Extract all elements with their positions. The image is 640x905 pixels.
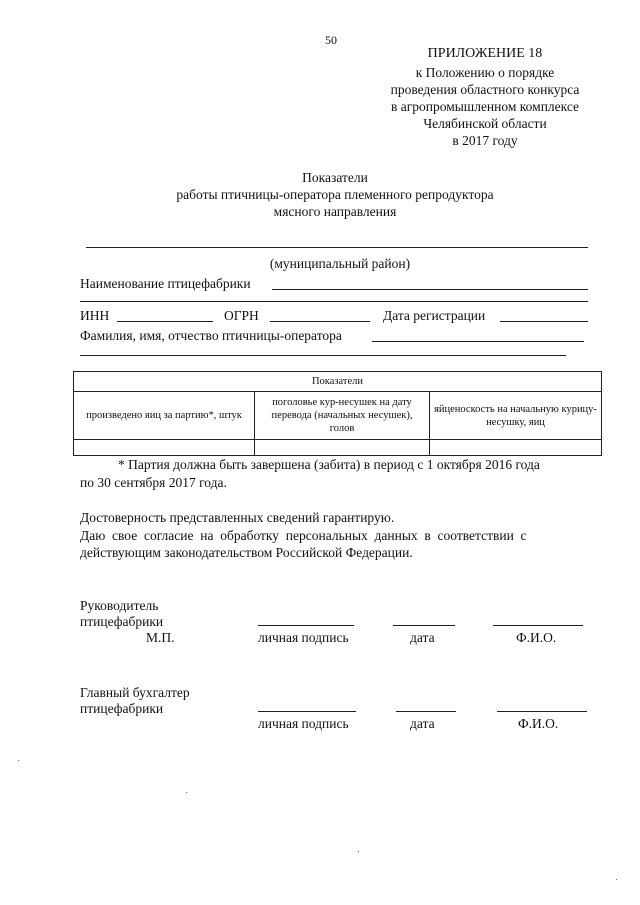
head-signature-line (258, 625, 354, 626)
indicators-table (73, 371, 602, 456)
operator-name-field-continuation (80, 355, 566, 356)
accountant-name-caption: Ф.И.О. (518, 716, 559, 731)
appendix-title: ПРИЛОЖЕНИЕ 18 (427, 46, 543, 61)
footnote-line-1: * Партия должна быть завершена (забита) в период с 1 октября 2016 года (118, 457, 540, 472)
stamp-placeholder: М.П. (146, 630, 175, 645)
heading-line-3: мясного направления (273, 204, 397, 219)
consent-statement-line-1: Даю свое согласие на обработку персональных данных в соответствии с (80, 528, 527, 543)
head-date-caption: дата (410, 630, 435, 645)
page-number: 50 (325, 33, 337, 47)
accountant-title-line-1: Главный бухгалтер (80, 685, 190, 700)
table-header-eggs-produced: произведено яиц за партию*, штук (74, 392, 255, 440)
scan-speck (616, 879, 617, 880)
appendix-line-4: Челябинской области (423, 116, 547, 131)
head-signature-caption: личная подпись (258, 630, 349, 645)
heading-line-1: Показатели (302, 170, 368, 185)
table-cell-eggs-produced (74, 440, 255, 456)
table-group-header: Показатели (74, 372, 602, 392)
table-header-egg-yield: яйценоскость на начальную курицу-несушку, яиц (430, 392, 602, 440)
guarantee-statement: Достоверность представленных сведений гарантирую. (80, 510, 395, 525)
head-date-line (393, 625, 455, 626)
ogrn-field (270, 321, 370, 322)
accountant-date-line (396, 711, 456, 712)
farm-name-label: Наименование птицефабрики (80, 276, 251, 291)
inn-field (117, 321, 213, 322)
farm-name-field-continuation (80, 301, 588, 302)
accountant-title-line-2: птицефабрики (80, 701, 164, 716)
farm-name-field (272, 289, 588, 290)
scan-speck (186, 792, 187, 793)
operator-name-label: Фамилия, имя, отчество птичницы-оператора (80, 328, 342, 343)
inn-label: ИНН (80, 308, 110, 323)
operator-name-field (372, 341, 584, 342)
appendix-line-3: в агропромышленном комплексе (390, 99, 580, 114)
table-header-hens-count: поголовье кур-несушек на дату перевода (начальных несушек), голов (255, 392, 430, 440)
table-cell-hens-count (255, 440, 430, 456)
registration-date-label: Дата регистрации (383, 308, 486, 323)
ogrn-label: ОГРН (224, 308, 259, 323)
head-title-line-2: птицефабрики (80, 614, 164, 629)
heading-line-2: работы птичницы-оператора племенного репродуктора (176, 187, 494, 202)
scan-speck (358, 851, 359, 852)
accountant-date-caption: дата (410, 716, 435, 731)
accountant-signature-line (258, 711, 356, 712)
accountant-name-line (497, 711, 587, 712)
district-caption: (муниципальный район) (269, 256, 411, 271)
appendix-line-2: проведения областного конкурса (390, 82, 580, 97)
footnote-line-2: по 30 сентября 2017 года. (80, 475, 227, 490)
consent-statement-line-2: действующим законодательством Российской Федерации. (80, 545, 413, 560)
table-cell-egg-yield (430, 440, 602, 456)
district-field-line (86, 247, 588, 248)
head-name-caption: Ф.И.О. (516, 630, 557, 645)
scan-speck (18, 760, 19, 761)
head-title-line-1: Руководитель (80, 598, 159, 613)
head-name-line (493, 625, 583, 626)
appendix-line-5: в 2017 году (452, 133, 518, 148)
appendix-line-1: к Положению о порядке (415, 65, 555, 80)
accountant-signature-caption: личная подпись (258, 716, 349, 731)
registration-date-field (500, 321, 588, 322)
